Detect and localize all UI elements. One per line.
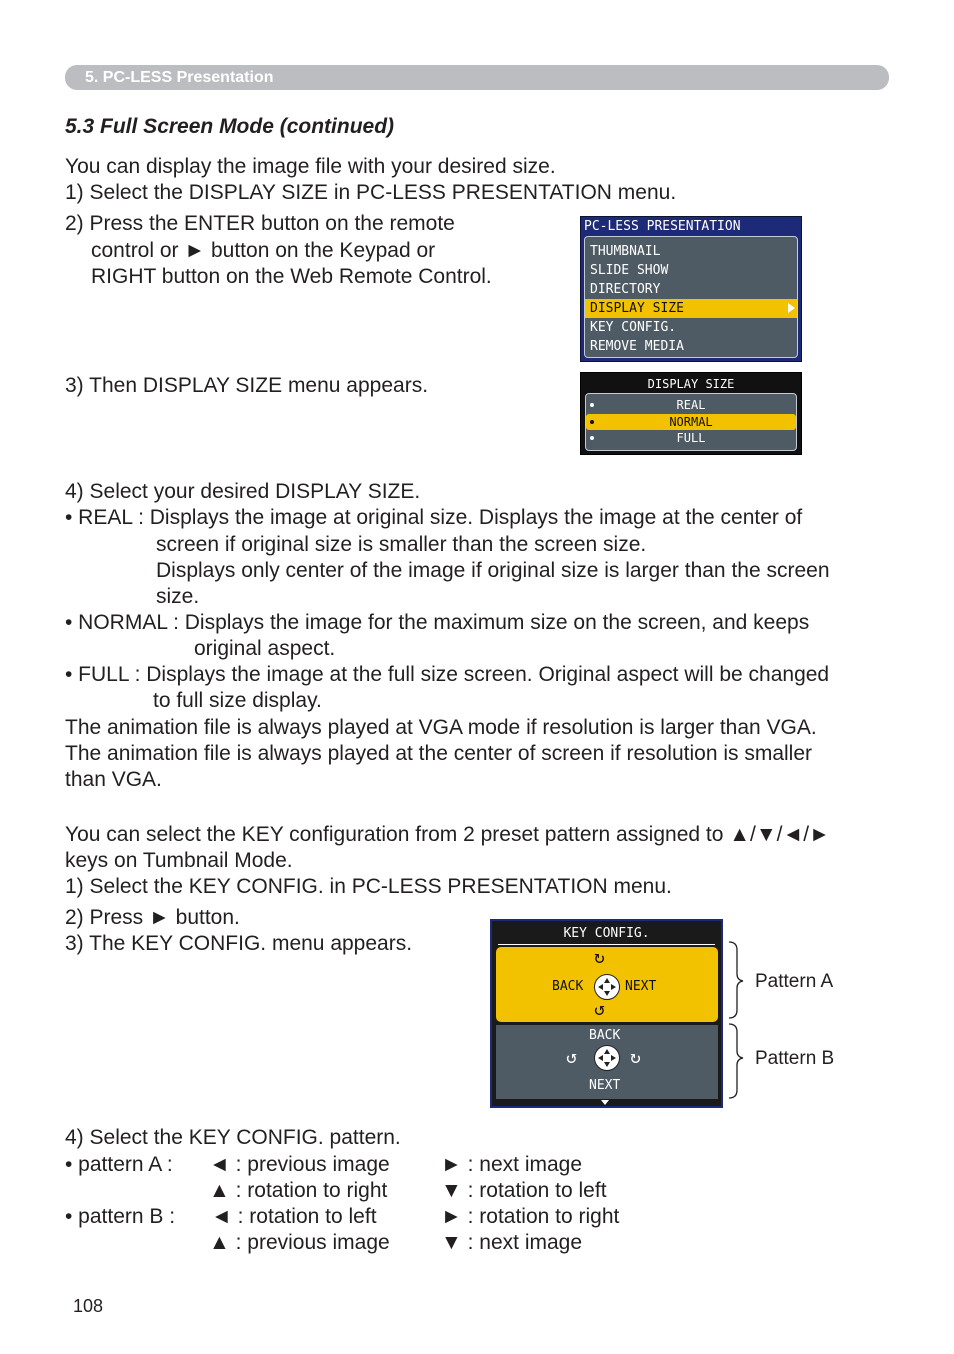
- radio-dot-icon: [590, 403, 594, 407]
- title-divider: [498, 944, 715, 945]
- menu-item-thumbnail[interactable]: THUMBNAIL: [590, 244, 661, 259]
- pcless-menu: [580, 216, 802, 362]
- key-config-menu-title: KEY CONFIG.: [563, 926, 650, 941]
- key-config-menu: [490, 919, 723, 1108]
- right-arrow-icon: [788, 303, 795, 313]
- pattern-a-up: ▲ : rotation to right: [209, 1179, 388, 1202]
- key-step3: 3) The KEY CONFIG. menu appears.: [65, 932, 413, 955]
- key-intro-1: You can select the KEY configuration from 2 preset pattern assigned to ▲/▼/◄/►: [65, 823, 830, 846]
- option-full-label: FULL: [676, 431, 706, 445]
- section-header: 5. PC-LESS Presentation: [85, 69, 274, 86]
- display-size-panel: [585, 393, 797, 451]
- display-intro: You can display the image file with your desired size.: [65, 155, 556, 178]
- rotate-ccw-icon: ↺: [566, 1047, 577, 1068]
- display-step2-line1: 2) Press the ENTER button on the remote: [65, 212, 455, 235]
- pattern-a-next-label: NEXT: [625, 979, 657, 994]
- anim-note-3: than VGA.: [65, 768, 162, 791]
- rotate-ccw-icon: ↺: [594, 999, 605, 1020]
- pattern-b-down: ▼ : next image: [441, 1231, 583, 1254]
- key-step2: 2) Press ► button.: [65, 906, 240, 929]
- rotate-cw-icon: ↻: [594, 947, 605, 968]
- display-step2-line2: control or ► button on the Keypad or: [91, 239, 436, 262]
- real-desc-4: size.: [156, 585, 200, 608]
- anim-note-1: The animation file is always played at VGA mode if resolution is larger than VGA.: [65, 716, 817, 739]
- pcless-menu-title: PC-LESS PRESENTATION: [584, 219, 741, 234]
- section-header-bar: [65, 65, 889, 90]
- option-real-label: REAL: [676, 398, 706, 412]
- pattern-a-down: ▼ : rotation to left: [441, 1179, 607, 1202]
- pattern-b-right: ► : rotation to right: [441, 1205, 620, 1228]
- dpad-icon: [594, 974, 620, 1000]
- pattern-a-back-label: BACK: [552, 979, 584, 994]
- menu-item-key-config[interactable]: KEY CONFIG.: [590, 320, 677, 335]
- menu-item-remove-media[interactable]: REMOVE MEDIA: [590, 339, 684, 354]
- menu-item-display-size[interactable]: [585, 299, 797, 318]
- menu-item-display-size-label: DISPLAY SIZE: [590, 301, 684, 316]
- pattern-a-caption: Pattern A: [755, 971, 834, 992]
- normal-desc-2: original aspect.: [194, 637, 336, 660]
- real-desc-1: • REAL : Displays the image at original size. Displays the image at the center of: [65, 506, 803, 529]
- display-size-menu-title: DISPLAY SIZE: [647, 377, 735, 391]
- rotate-cw-icon: ↻: [630, 1047, 641, 1068]
- radio-dot-icon: [590, 420, 594, 424]
- pattern-a-left: ◄ : previous image: [209, 1153, 390, 1176]
- brace-icon: [727, 940, 753, 1102]
- pattern-b-caption: Pattern B: [755, 1048, 835, 1069]
- real-desc-3: Displays only center of the image if original size is larger than the screen: [156, 559, 830, 582]
- pattern-a-label: • pattern A :: [65, 1153, 173, 1176]
- pattern-b-back-label: BACK: [589, 1028, 621, 1043]
- full-desc-2: to full size display.: [153, 689, 322, 712]
- pattern-b-left: ◄ : rotation to left: [211, 1205, 377, 1228]
- normal-desc-1: • NORMAL : Displays the image for the maximum size on the screen, and keeps: [65, 611, 810, 634]
- option-real[interactable]: [586, 397, 796, 413]
- key-step4: 4) Select the KEY CONFIG. pattern.: [65, 1126, 401, 1149]
- display-step2-line3: RIGHT button on the Web Remote Control.: [91, 265, 492, 288]
- page-title: 5.3 Full Screen Mode (continued): [65, 115, 395, 138]
- pcless-menu-panel: [584, 236, 798, 358]
- real-desc-2: screen if original size is smaller than the screen size.: [156, 533, 647, 556]
- radio-dot-icon: [590, 436, 594, 440]
- pattern-a-panel[interactable]: [496, 947, 718, 1022]
- dpad-icon: [594, 1045, 620, 1071]
- option-normal-label: NORMAL: [669, 415, 713, 429]
- pattern-a-right: ► : next image: [441, 1153, 583, 1176]
- key-step1: 1) Select the KEY CONFIG. in PC-LESS PRESENTATION menu.: [65, 875, 672, 898]
- pattern-b-up: ▲ : previous image: [209, 1231, 390, 1254]
- pattern-b-label: • pattern B :: [65, 1205, 176, 1228]
- pattern-b-next-label: NEXT: [589, 1078, 621, 1093]
- full-desc-1: • FULL : Displays the image at the full size screen. Original aspect will be changed: [65, 663, 830, 686]
- display-step4: 4) Select your desired DISPLAY SIZE.: [65, 480, 421, 503]
- down-arrow-icon: [601, 1100, 609, 1105]
- menu-item-slide-show[interactable]: SLIDE SHOW: [590, 263, 669, 278]
- option-normal[interactable]: [586, 414, 796, 430]
- menu-item-directory[interactable]: DIRECTORY: [590, 282, 661, 297]
- anim-note-2: The animation file is always played at the center of screen if resolution is smaller: [65, 742, 813, 765]
- display-size-menu: [580, 372, 802, 455]
- page-number: 108: [73, 1296, 104, 1316]
- pattern-b-panel[interactable]: [496, 1025, 718, 1099]
- display-step1: 1) Select the DISPLAY SIZE in PC-LESS PRESENTATION menu.: [65, 181, 677, 204]
- display-step3: 3) Then DISPLAY SIZE menu appears.: [65, 374, 429, 397]
- key-intro-2: keys on Tumbnail Mode.: [65, 849, 293, 872]
- option-full[interactable]: [586, 430, 796, 446]
